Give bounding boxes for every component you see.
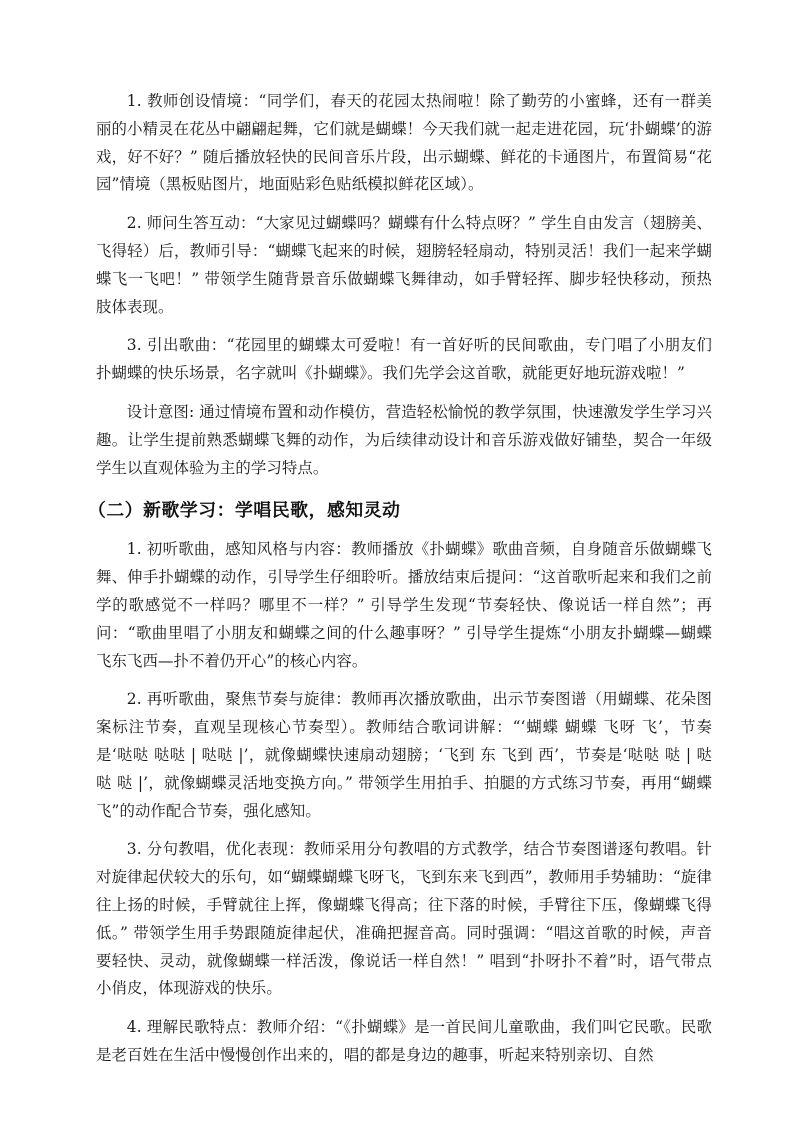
paragraph-step-1: 1. 教师创设情境：“同学们，春天的花园太热闹啦！除了勤劳的小蜜蜂，还有一群美丽的小精灵在花丛中翩翩起舞，它们就是蝴蝶！今天我们就一起走进花园，玩‘扑蝴蝶’的游戏，好不好？” 随后播放轻快的民间音乐片段，出示蝴蝶、鲜花的卡通图片，布置简易“花园”情境（黑板贴图片，地面贴彩色贴纸模拟鲜花区域）。 bbox=[96, 92, 712, 194]
paragraph-phrase-teaching: 3. 分句教唱，优化表现：教师采用分句教唱的方式教学，结合节奏图谱逐句教唱。针对旋律起伏较大的乐句，如“蝴蝶蝴蝶飞呀飞，飞到东来飞到西”，教师用手势辅助：“旋律往上扬的时候，手臂就往上挥，像蝴蝶飞得高；往下落的时候，手臂往下压，像蝴蝶飞得低。” 带领学生用手势跟随旋律起伏，准确把握音高。同时强调：“唱这首歌的时候，声音要轻快、灵动，就像蝴蝶一样活泼，像说话一样自然！” 唱到“扑呀扑不着”时，语气带点小俏皮，体现游戏的快乐。 bbox=[96, 840, 712, 998]
paragraph-design-intent: 设计意图: 通过情境布置和动作模仿，营造轻松愉悦的教学氛围，快速激发学生学习兴趣。让学生提前熟悉蝴蝶飞舞的动作，为后续律动设计和音乐游戏做好铺垫，契合一年级学生以直观体验为主的学习特点。 bbox=[96, 402, 712, 477]
paragraph-step-2: 2. 师问生答互动：“大家见过蝴蝶吗？蝴蝶有什么特点呀？” 学生自由发言（翅膀美、飞得轻）后，教师引导：“蝴蝶飞起来的时候，翅膀轻轻扇动，特别灵活！我们一起来学蝴蝶飞一飞吧！” 带领学生随背景音乐做蝴蝶飞舞律动，如手臂轻挥、脚步轻快移动，预热肢体表现。 bbox=[96, 214, 712, 316]
paragraph-first-listen: 1. 初听歌曲，感知风格与内容：教师播放《扑蝴蝶》歌曲音频，自身随音乐做蝴蝶飞舞、伸手扑蝴蝶的动作，引导学生仔细聆听。播放结束后提问：“这首歌听起来和我们之前学的歌感觉不一样吗？哪里不一样？” 引导学生发现“节奏轻快、像说话一样自然”；再问：“歌曲里唱了小朋友和蝴蝶之间的什么趣事呀？” 引导学生提炼“小朋友扑蝴蝶—蝴蝶飞东飞西—扑不着仍开心”的核心内容。 bbox=[96, 540, 712, 670]
section-heading: （二）新歌学习：学唱民歌，感知灵动 bbox=[88, 500, 401, 522]
document-page bbox=[88, 88, 712, 1081]
paragraph-step-3: 3. 引出歌曲：“花园里的蝴蝶太可爱啦！有一首好听的民间歌曲，专门唱了小朋友们扑蝴蝶的快乐场景，名字就叫《扑蝴蝶》。我们先学会这首歌，就能更好地玩游戏啦！” bbox=[96, 336, 712, 383]
paragraph-second-listen: 2. 再听歌曲，聚焦节奏与旋律：教师再次播放歌曲，出示节奏图谱（用蝴蝶、花朵图案标注节奏，直观呈现核心节奏型）。教师结合歌词讲解：“‘蝴蝶 蝴蝶 飞呀 飞’，节奏是‘哒哒 哒哒 | 哒哒 |’，就像蝴蝶快速扇动翅膀；‘飞到 东 飞到 西’，节奏是‘哒哒 哒 | 哒哒 哒 |’，就像蝴蝶灵活地变换方向。” 带领学生用拍手、拍腿的方式练习节奏，再用“蝴蝶飞”的动作配合节奏，强化感知。 bbox=[96, 690, 712, 820]
paragraph-folk-song: 4. 理解民歌特点：教师介绍：“《扑蝴蝶》是一首民间儿童歌曲，我们叫它民歌。民歌是老百姓在生活中慢慢创作出来的，唱的都是身边的趣事，听起来特别亲切、自然 bbox=[96, 1018, 712, 1064]
